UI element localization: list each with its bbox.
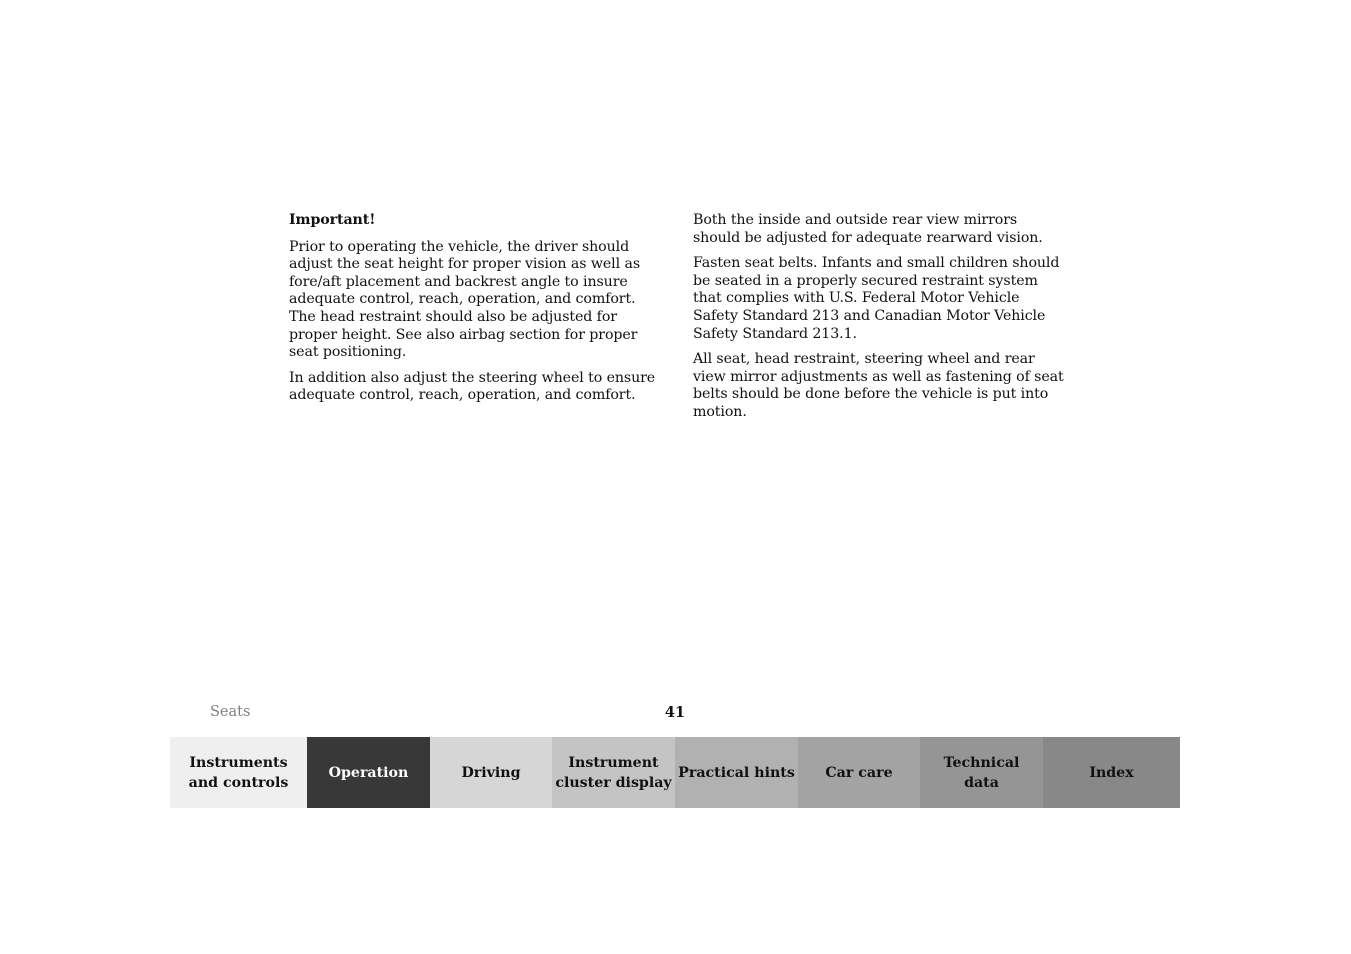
tab-technical-data[interactable]: Technical data <box>920 737 1043 808</box>
paragraph-seat-belts: Fasten seat belts. Infants and small children should be seated in a properly secured restraint system that complies with U.S. Federal Motor Vehicle Safety Standard 213 and Canadian Motor Vehicle Safety Standard 213.1. <box>693 255 1060 342</box>
paragraph-mirrors: Both the inside and outside rear view mirrors should be adjusted for adequate rearward vision. <box>693 212 1043 246</box>
tab-index[interactable]: Index <box>1043 737 1180 808</box>
tab-driving[interactable]: Driving <box>430 737 552 808</box>
right-column <box>693 212 1065 430</box>
tab-practical-hints[interactable]: Practical hints <box>675 737 798 808</box>
important-heading: Important! <box>289 212 376 228</box>
section-name: Seats <box>210 704 251 720</box>
paragraph-steering-wheel: In addition also adjust the steering wheel to ensure adequate control, reach, operation, and comfort. <box>289 369 656 404</box>
tab-instrument-cluster-display[interactable]: Instrument cluster display <box>552 737 675 808</box>
paragraph-before-motion: All seat, head restraint, steering wheel and rear view mirror adjustments as well as fastening of seat belts should be done before the vehicle is put into motion. <box>693 351 1064 420</box>
left-column <box>289 212 661 413</box>
page-number: 41 <box>664 704 686 721</box>
tab-instruments-and-controls[interactable]: Instruments and controls <box>170 737 307 808</box>
tab-operation[interactable]: Operation <box>307 737 430 808</box>
tab-car-care[interactable]: Car care <box>798 737 920 808</box>
chapter-tab-bar <box>170 737 1180 808</box>
paragraph-seat-adjustment: Prior to operating the vehicle, the driver should adjust the seat height for proper vision as well as fore/aft placement and backrest angle to insure adequate control, reach, operation, and comfort. The head restraint should also be adjusted for proper height. See also airbag section for proper seat positioning. <box>289 238 640 361</box>
